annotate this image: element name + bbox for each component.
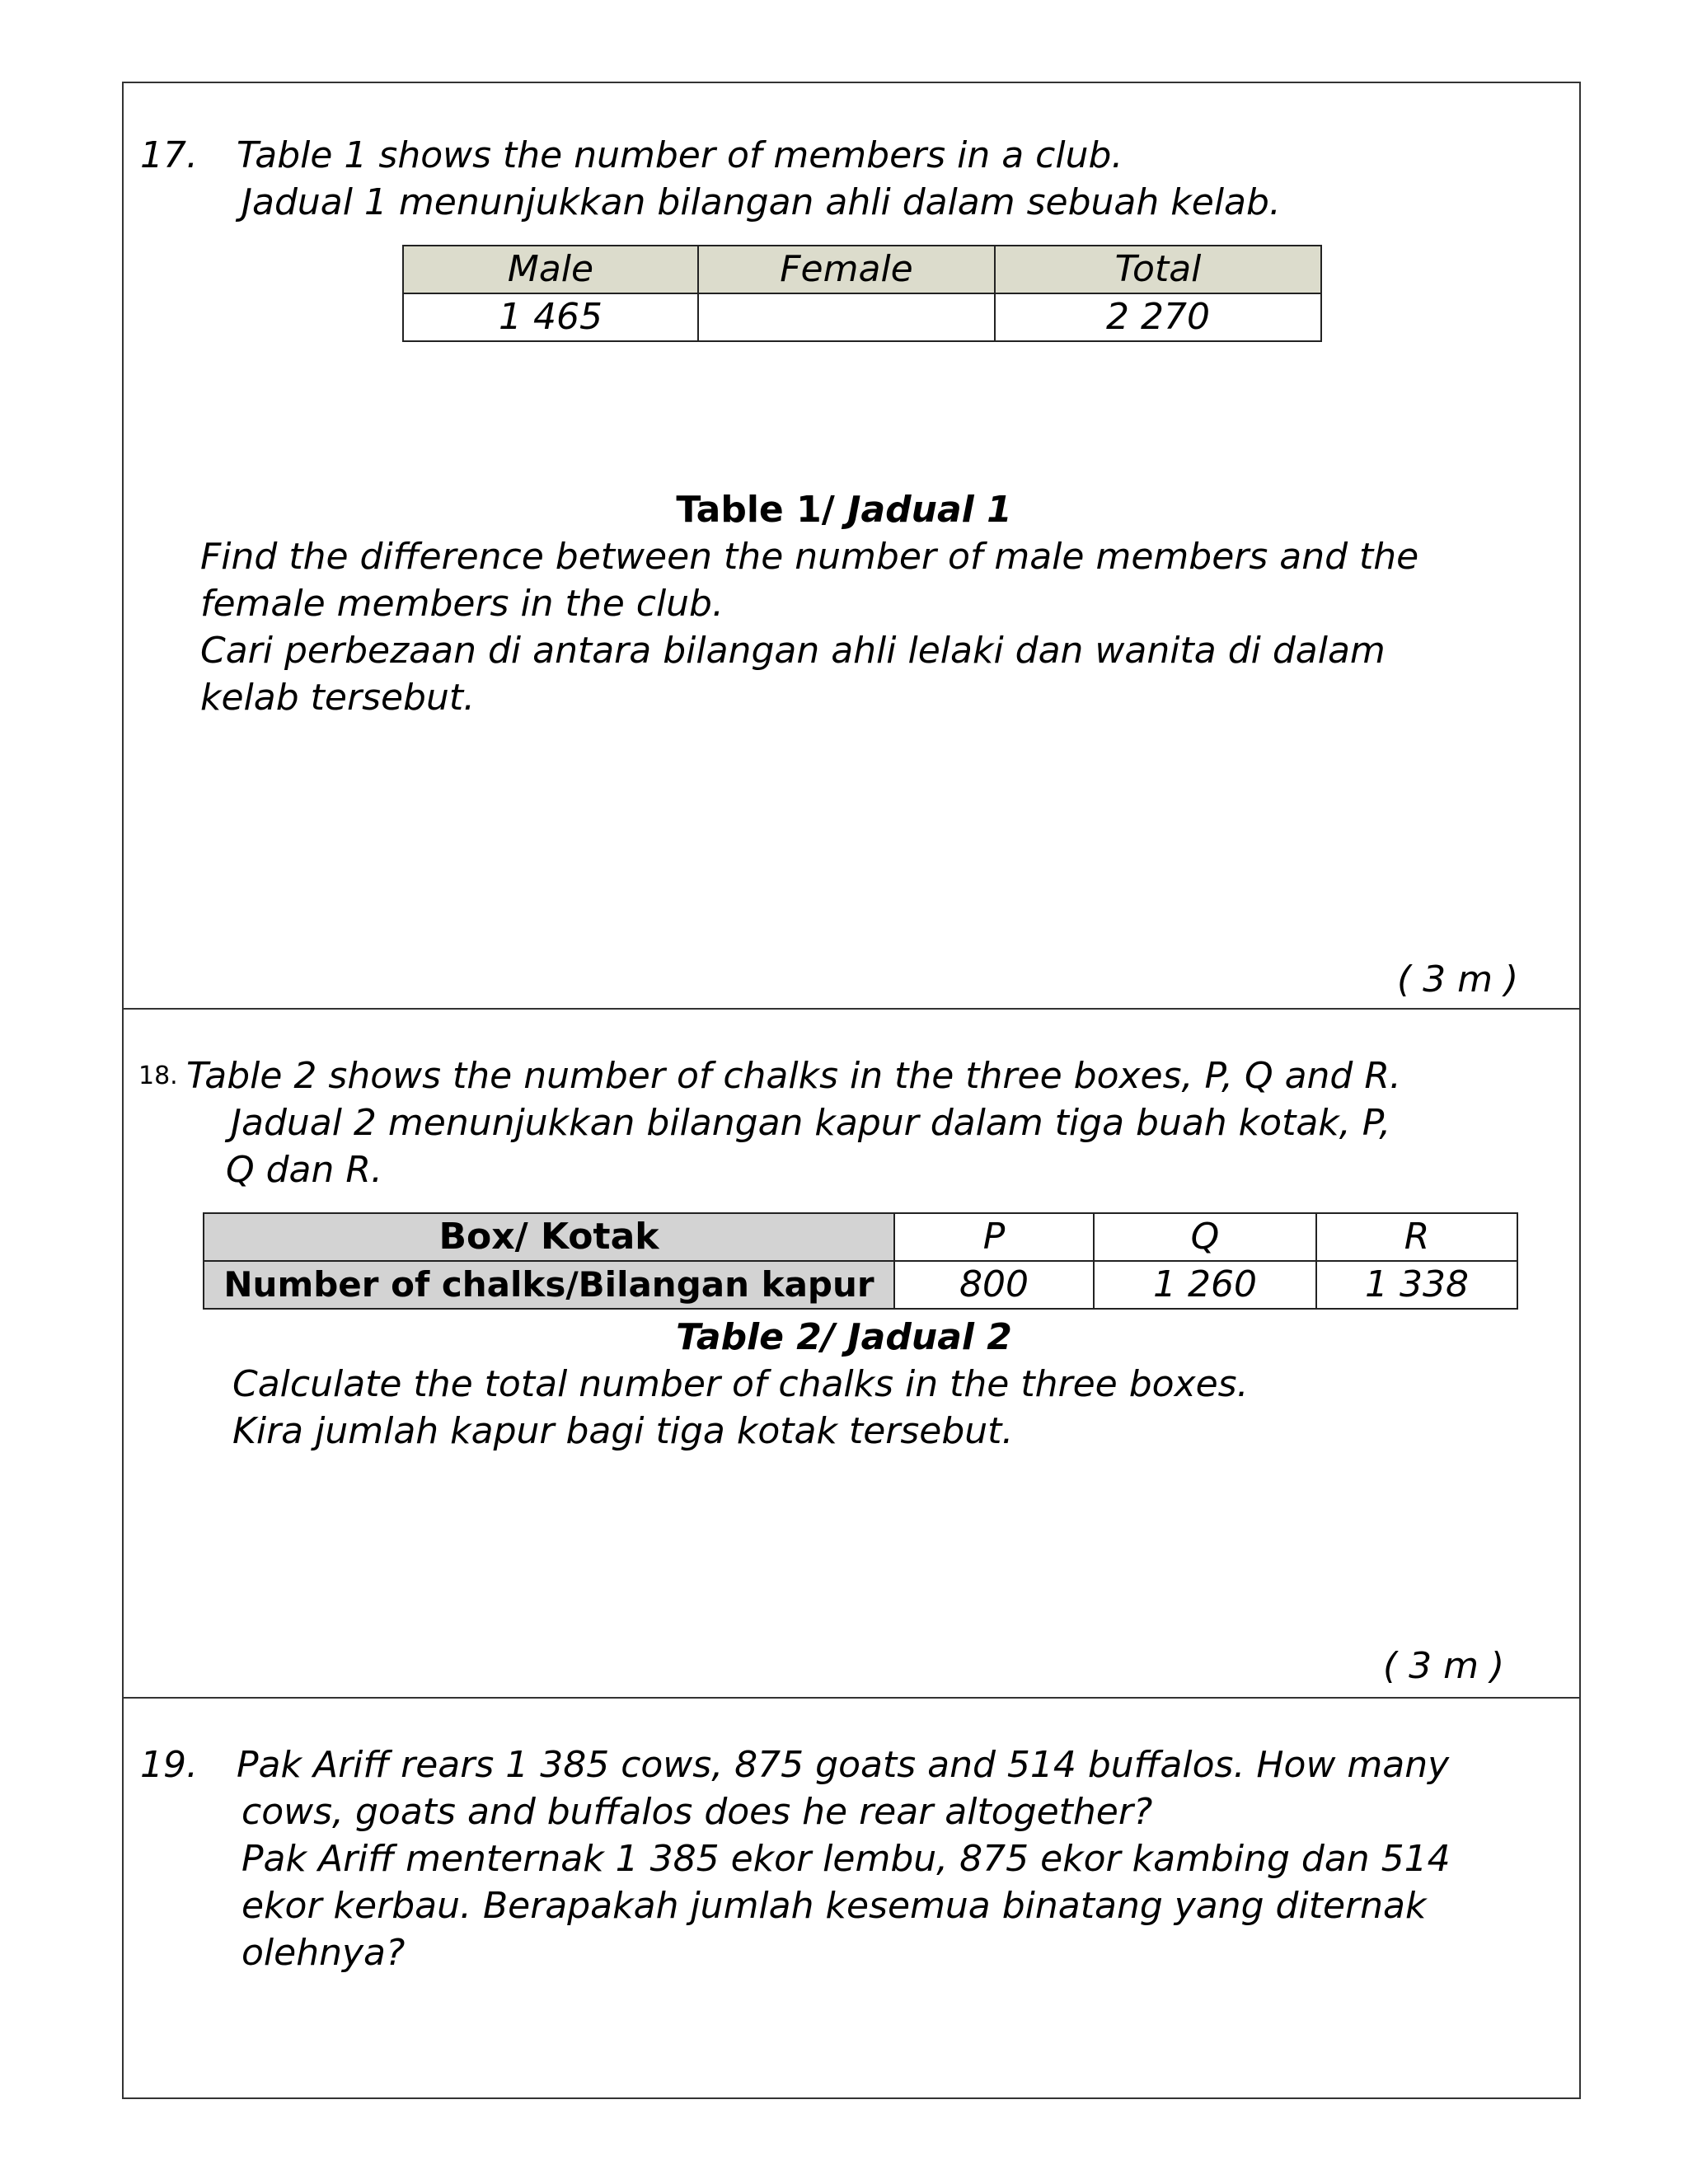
members-table <box>402 245 1322 342</box>
value-cell: R <box>1316 1213 1517 1261</box>
marks-label: ( 3 m ) <box>1383 1645 1505 1687</box>
header-cell: Total <box>995 246 1321 293</box>
question-line: ekor kerbau. Berapakah jumlah kesemua binatang yang diternak <box>241 1885 1427 1927</box>
value-cell: 1 465 <box>403 293 698 341</box>
question-line: Pak Ariff menternak 1 385 ekor lembu, 875 ekor kambing dan 514 <box>241 1838 1451 1880</box>
caption-bold: Table 1/ <box>676 489 848 531</box>
question-text-ms: Jadual 1 menunjukkan bilangan ahli dalam sebuah kelab. <box>241 181 1281 223</box>
question-text: Table 1 shows the number of members in a club. <box>237 134 1123 176</box>
question-number: 19. <box>140 1744 198 1786</box>
question-line: female members in the club. <box>200 583 724 625</box>
table-header-row <box>403 246 1321 293</box>
question-line: olehnya? <box>241 1932 406 1974</box>
question-text-ms: Q dan R. <box>226 1149 382 1191</box>
section-divider <box>122 1008 1581 1010</box>
question-line: Cari perbezaan di antara bilangan ahli lelaki dan wanita di dalam <box>200 630 1386 672</box>
question-line: Pak Ariff rears 1 385 cows, 875 goats and 514 buffalos. How many <box>237 1744 1450 1786</box>
table-caption <box>0 486 1688 533</box>
question-line: Calculate the total number of chalks in the three boxes. <box>232 1363 1249 1405</box>
question-line: Find the difference between the number of male members and the <box>200 536 1419 578</box>
value-cell: Q <box>1094 1213 1316 1261</box>
value-cell: 1 260 <box>1094 1261 1316 1309</box>
table-row <box>204 1213 1517 1261</box>
question-text: Table 2 shows the number of chalks in the three boxes, P, Q and R. <box>186 1055 1401 1097</box>
table-row <box>204 1261 1517 1309</box>
value-cell <box>698 293 995 341</box>
header-cell: Male <box>403 246 698 293</box>
chalks-table <box>203 1212 1518 1310</box>
value-cell: 800 <box>894 1261 1094 1309</box>
row-header: Number of chalks/Bilangan kapur <box>204 1261 894 1309</box>
question-line: kelab tersebut. <box>200 677 476 719</box>
question-line: cows, goats and buffalos does he rear altogether? <box>241 1791 1153 1833</box>
caption-italic: Jadual 1 <box>847 489 1012 531</box>
value-cell: P <box>894 1213 1094 1261</box>
header-cell: Female <box>698 246 995 293</box>
marks-label: ( 3 m ) <box>1397 958 1519 1001</box>
row-header: Box/ Kotak <box>204 1213 894 1261</box>
value-cell: 1 338 <box>1316 1261 1517 1309</box>
section-divider <box>122 1697 1581 1699</box>
value-cell: 2 270 <box>995 293 1321 341</box>
table-row <box>403 293 1321 341</box>
question-text-ms: Jadual 2 menunjukkan bilangan kapur dalam tiga buah kotak, P, <box>231 1102 1391 1144</box>
question-number: 18. <box>138 1062 178 1090</box>
question-line: Kira jumlah kapur bagi tiga kotak tersebut. <box>232 1410 1014 1452</box>
question-number: 17. <box>140 134 198 176</box>
table-caption: Table 2/ Jadual 2 <box>676 1316 1012 1358</box>
